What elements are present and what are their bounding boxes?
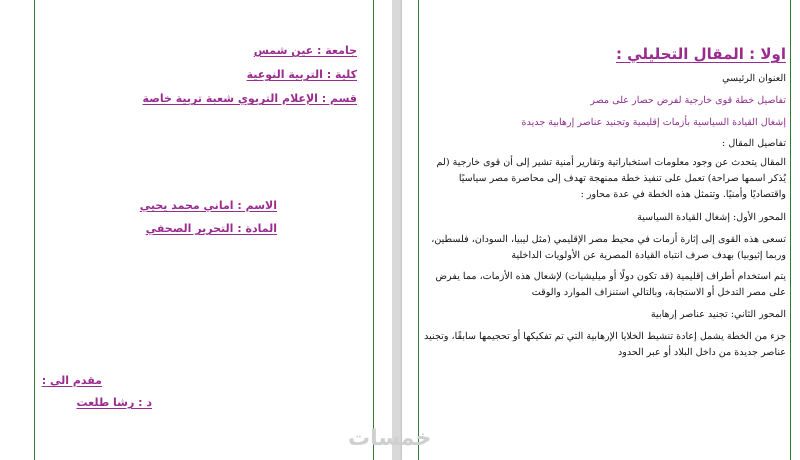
article-body [422,44,786,361]
subtitle: إشغال القيادة السياسية بأزمات إقليمية وتجنيد عناصر إرهابية جديدة [521,117,786,128]
axis1-paragraph-2: يتم استخدام أطراف إقليمية (قد تكون دولًا أو ميليشيات) لإشعال هذه الأزمات، مما يفرض على مصر التدخل أو الاستجابة، وبالتالي استنزاف الموارد والوقت [435,271,786,298]
article-heading: اولا : المقال التحليلي : [615,45,786,63]
doctor-name: د : رشا طلعت [76,396,152,409]
main-title-label: العنوان الرئيسي [722,73,786,84]
intro-paragraph: المقال يتحدث عن وجود معلومات استخباراتية وتقارير أمنية تشير إلى أن قوى خارجية (لم يُذكر اسمها صراحة) تعمل على تنفيذ خطة ممنهجة تهدف إلى محاصرة مصر سياسيًا واقتصاديًا وأمنيًا. وتتمثل هذه الخطة في عدة محاور : [436,157,786,200]
article-page [402,0,800,460]
department-line: قسم : الإعلام التربوي شعبة تربية خاصة [142,92,357,105]
student-name: الاسم : اماني محمد يحيي [139,199,277,212]
faculty-line: كلية : التربية النوعية [246,68,357,81]
axis2-title: المحور الثاني: تجنيد عناصر إرهابية [650,309,786,320]
margin-guide [373,0,374,460]
main-title: تفاصيل خطة قوى خارجية لفرض حصار على مصر [590,95,786,106]
page-gap [392,0,402,460]
details-label: تفاصيل المقال : [722,138,786,149]
axis2-paragraph-1: جزء من الخطة يشمل إعادة تنشيط الخلايا الإرهابية التي تم تفكيكها أو تحجيمها سابقًا، وتجنيد عناصر جديدة من داخل البلاد أو عبر الحدود [424,331,786,358]
margin-guide [790,0,791,460]
subject-line: المادة : التحرير الصحفي [145,222,277,235]
axis1-title: المحور الأول: إشغال القيادة السياسية [637,212,786,223]
watermark-logo: خمسات [348,426,432,451]
axis1-paragraph-1: تسعى هذه القوى إلى إثارة أزمات في محيط مصر الإقليمي (مثل ليبيا، السودان، فلسطين، وربما إثيوبيا) بهدف صرف انتباه القيادة المصرية عن الأولويات الداخلية [431,234,786,261]
margin-guide [34,0,35,460]
submitted-to: مقدم الى : [41,374,102,387]
margin-guide [418,0,419,460]
university-line: جامعة : عين شمس [253,44,357,57]
cover-page [0,0,392,460]
